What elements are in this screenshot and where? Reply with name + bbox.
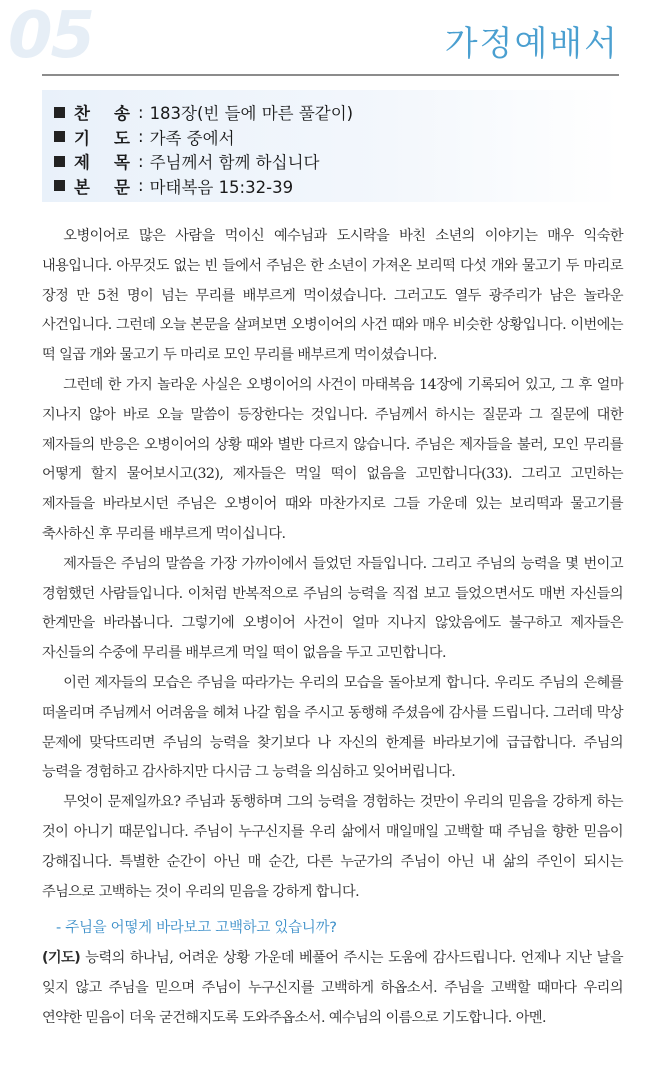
- square-bullet-icon: [54, 131, 65, 142]
- closing-prayer: [42, 944, 623, 1033]
- square-bullet-icon: [54, 180, 65, 191]
- square-bullet-icon: [54, 107, 65, 118]
- info-row-scripture: [54, 174, 353, 199]
- info-value: 가족 중에서: [149, 128, 235, 148]
- info-row-hymn: [54, 100, 353, 125]
- info-label: 제 목: [74, 153, 130, 173]
- page-title: 가정예배서: [444, 24, 619, 64]
- prayer-text: 능력의 하나님, 어려운 상황 가운데 베풀어 주시는 도움에 감사드립니다. 언제나 지난 날을 잊지 않고 주님을 믿으며 주님이 누구신지를 고백하게 하옵소서. 주님을 고백할 때마다 우리의 연약한 믿음이 더욱 굳건해지도록 도와주옵소서. 예수님의 이름으로 기도합니다. 아멘.: [42, 950, 623, 1026]
- sermon-paragraph: 이런 제자들의 모습은 주님을 따라가는 우리의 모습을 돌아보게 합니다. 우리도 주님의 은혜를 떠올리며 주님께서 어려움을 헤쳐 나갈 힘을 주시고 동행해 주셨음에 감사를 드립니다. 그러데 막상 문제에 맞닥뜨리면 주님의 능력을 찾기보다 나 자신의 한계를 바라보기에 급급합니다. 주님의 능력을 경험하고 감사하지만 다시금 그 능력을 의심하고 잊어버립니다.: [42, 674, 623, 781]
- sermon-paragraph: 그런데 한 가지 놀라운 사실은 오병이어의 사건이 마태복음 14장에 기록되어 있고, 그 후 얼마 지나지 않아 바로 오늘 말씀이 등장한다는 것입니다. 주님께서 하시는 질문과 그 질문에 대한 제자들의 반응은 오병이어의 상황 때와 별반 다르지 않습니다. 주님은 제자들을 불러, 모인 무리를 어떻게 할지 물어보시고(32), 제자들은 먹일 떡이 없음을 고민합니다(33). 그리고 고민하는 제자들을 바라보시던 주님은 오병이어 때와 마찬가지로 그들 가운데 있는 보리떡과 물고기를 축사하신 후 무리를 배부르게 먹이십니다.: [42, 376, 623, 542]
- page-number: 05: [8, 0, 94, 73]
- info-row-topic: [54, 149, 353, 174]
- sermon-paragraph: 오병이어로 많은 사람을 먹이신 예수님과 도시락을 바친 소년의 이야기는 매우 익숙한 내용입니다. 아무것도 없는 빈 들에서 주님은 한 소년이 가져온 보리떡 다섯 개와 물고기 두 마리로 장정 만 5천 명이 넘는 무리를 배부르게 먹이셨습니다. 그러고도 열두 광주리가 남은 놀라운 사건입니다. 그런데 오늘 본문을 살펴보면 오병이어의 사건 때와 매우 비슷한 상황입니다. 이번에는 떡 일곱 개와 물고기 두 마리로 모인 무리를 배부르게 먹이셨습니다.: [42, 228, 623, 364]
- info-separator: :: [138, 176, 144, 196]
- prayer-label: (기도): [42, 950, 81, 967]
- square-bullet-icon: [54, 156, 65, 167]
- info-separator: :: [138, 127, 144, 147]
- info-label: 찬 송: [74, 104, 130, 124]
- header-divider: [42, 74, 619, 76]
- info-separator: :: [138, 151, 144, 171]
- info-label: 기 도: [74, 128, 130, 148]
- worship-info-list: [54, 100, 353, 198]
- info-value: 183장(빈 들에 마른 풀같이): [149, 104, 354, 124]
- reflection-question: - 주님을 어떻게 바라보고 고백하고 있습니까?: [56, 920, 337, 937]
- info-label: 본 문: [74, 177, 130, 197]
- sermon-paragraph: 제자들은 주님의 말씀을 가장 가까이에서 들었던 자들입니다. 그리고 주님의 능력을 몇 번이고 경험했던 사람들입니다. 이처럼 반복적으로 주님의 능력을 직접 보고 들었으면서도 매번 자신들의 한계만을 바라봅니다. 그렇기에 오병이어 사건이 얼마 지나지 않았음에도 불구하고 제자들은 자신들의 수중에 무리를 배부르게 먹일 떡이 없음을 두고 고민합니다.: [42, 555, 623, 662]
- sermon-paragraph: 무엇이 문제일까요? 주님과 동행하며 그의 능력을 경험하는 것만이 우리의 믿음을 강하게 하는 것이 아니기 때문입니다. 주님이 누구신지를 우리 삶에서 매일매일 고백할 때 주님을 향한 믿음이 강해집니다. 특별한 순간이 아닌 매 순간, 다른 누군가의 주님이 아닌 내 삶의 주인이 되시는 주님으로 고백하는 것이 우리의 믿음을 강하게 합니다.: [42, 794, 623, 900]
- info-value: 마태복음 15:32-39: [149, 177, 294, 197]
- info-row-prayer: [54, 125, 353, 150]
- sermon-content: [42, 222, 623, 1034]
- info-separator: :: [138, 102, 144, 122]
- info-value: 주님께서 함께 하십니다: [149, 153, 320, 173]
